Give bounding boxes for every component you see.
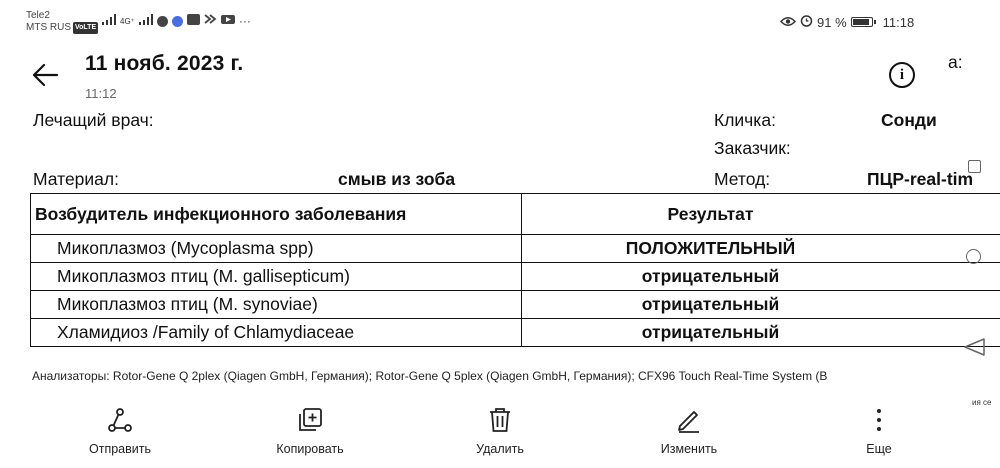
results-table	[30, 193, 1000, 347]
status-bar-right	[780, 14, 914, 30]
more-notifications-icon: ···	[238, 14, 251, 28]
pathogen-cell: Микоплазмоз птиц (M. gallisepticum)	[31, 263, 522, 291]
table-row	[31, 291, 1000, 319]
status-bar-carrier	[26, 10, 98, 34]
copy-button[interactable]	[250, 404, 370, 456]
side-text-fragment: ия се	[972, 398, 992, 407]
table-header-row	[31, 194, 1000, 235]
more-button[interactable]	[819, 404, 939, 456]
battery-icon	[851, 17, 873, 27]
edit-button[interactable]	[629, 404, 749, 456]
delete-button[interactable]	[440, 404, 560, 456]
back-button[interactable]	[30, 60, 60, 95]
corner-text-fragment: а:	[948, 52, 963, 72]
edit-icon	[675, 404, 703, 436]
youtube-icon	[221, 14, 235, 28]
pathogen-cell: Микоплазмоз птиц (M. synoviae)	[31, 291, 522, 319]
table-header-pathogen: Возбудитель инфекционного заболевания	[31, 194, 522, 235]
volte-badge: VoLTE	[73, 22, 98, 34]
share-button[interactable]	[60, 404, 180, 456]
table-row	[31, 235, 1000, 263]
result-cell: отрицательный	[522, 263, 1000, 291]
delete-label: Удалить	[476, 442, 524, 456]
back-arrow-icon	[30, 60, 60, 90]
info-icon: i	[899, 66, 905, 83]
doctor-label: Лечащий врач:	[33, 110, 154, 130]
analyzer-footnote: Анализаторы: Rotor-Gene Q 2plex (Qiagen GmbH, Германия); Rotor-Gene Q 5plex (Qiagen GmbH, Германия); CFX96 Touch Real-Time System (B	[32, 369, 828, 383]
battery-percent: 91 %	[817, 14, 847, 30]
signal-icon	[102, 14, 116, 28]
alarm-icon	[800, 14, 813, 30]
method-value: ПЦР-real-tim	[867, 169, 974, 189]
carrier-secondary: MTS RUS	[26, 22, 71, 33]
share-icon	[106, 404, 134, 436]
result-cell: ПОЛОЖИТЕЛЬНЫЙ	[522, 235, 1000, 263]
result-cell: отрицательный	[522, 319, 1000, 347]
table-row	[31, 263, 1000, 291]
edit-label: Изменить	[660, 442, 718, 456]
wireless-icon	[204, 14, 217, 28]
pathogen-cell: Хламидиоз /Family of Chlamydiaceae	[31, 319, 522, 347]
back-nav-icon[interactable]	[962, 337, 986, 362]
share-label: Отправить	[89, 442, 151, 456]
result-cell: отрицательный	[522, 291, 1000, 319]
customer-label: Заказчик:	[714, 138, 791, 158]
page-subtitle-time: 11:12	[85, 86, 117, 101]
info-button[interactable]	[889, 62, 915, 88]
material-label: Материал:	[33, 169, 119, 189]
table-row	[31, 319, 1000, 347]
material-value: смыв из зоба	[338, 169, 456, 189]
recent-apps-icon[interactable]	[968, 160, 981, 173]
home-icon[interactable]	[966, 249, 981, 264]
status-bar-icons	[102, 14, 251, 28]
method-label: Метод:	[714, 169, 771, 189]
table-header-result: Результат	[522, 194, 1000, 235]
message-icon	[187, 14, 200, 28]
status-time: 11:18	[882, 14, 915, 30]
carrier-primary: Tele2	[26, 10, 50, 21]
more-vertical-icon	[875, 404, 883, 436]
network-type: 4G⁺	[120, 16, 135, 26]
more-label: Еще	[866, 442, 892, 456]
copy-label: Копировать	[276, 442, 344, 456]
carrier-secondary-row	[26, 22, 98, 34]
signal-icon-2	[139, 14, 153, 28]
notification-icon	[157, 16, 168, 27]
page-title: 11 нояб. 2023 г.	[85, 52, 244, 75]
nickname-value: Сонди	[881, 110, 937, 130]
pathogen-cell: Микоплазмоз (Mycoplasma spp)	[31, 235, 522, 263]
trash-icon	[486, 404, 514, 436]
app-notification-icon	[172, 16, 183, 27]
copy-icon	[296, 404, 324, 436]
nickname-label: Кличка:	[714, 110, 776, 130]
eye-icon	[780, 15, 796, 30]
